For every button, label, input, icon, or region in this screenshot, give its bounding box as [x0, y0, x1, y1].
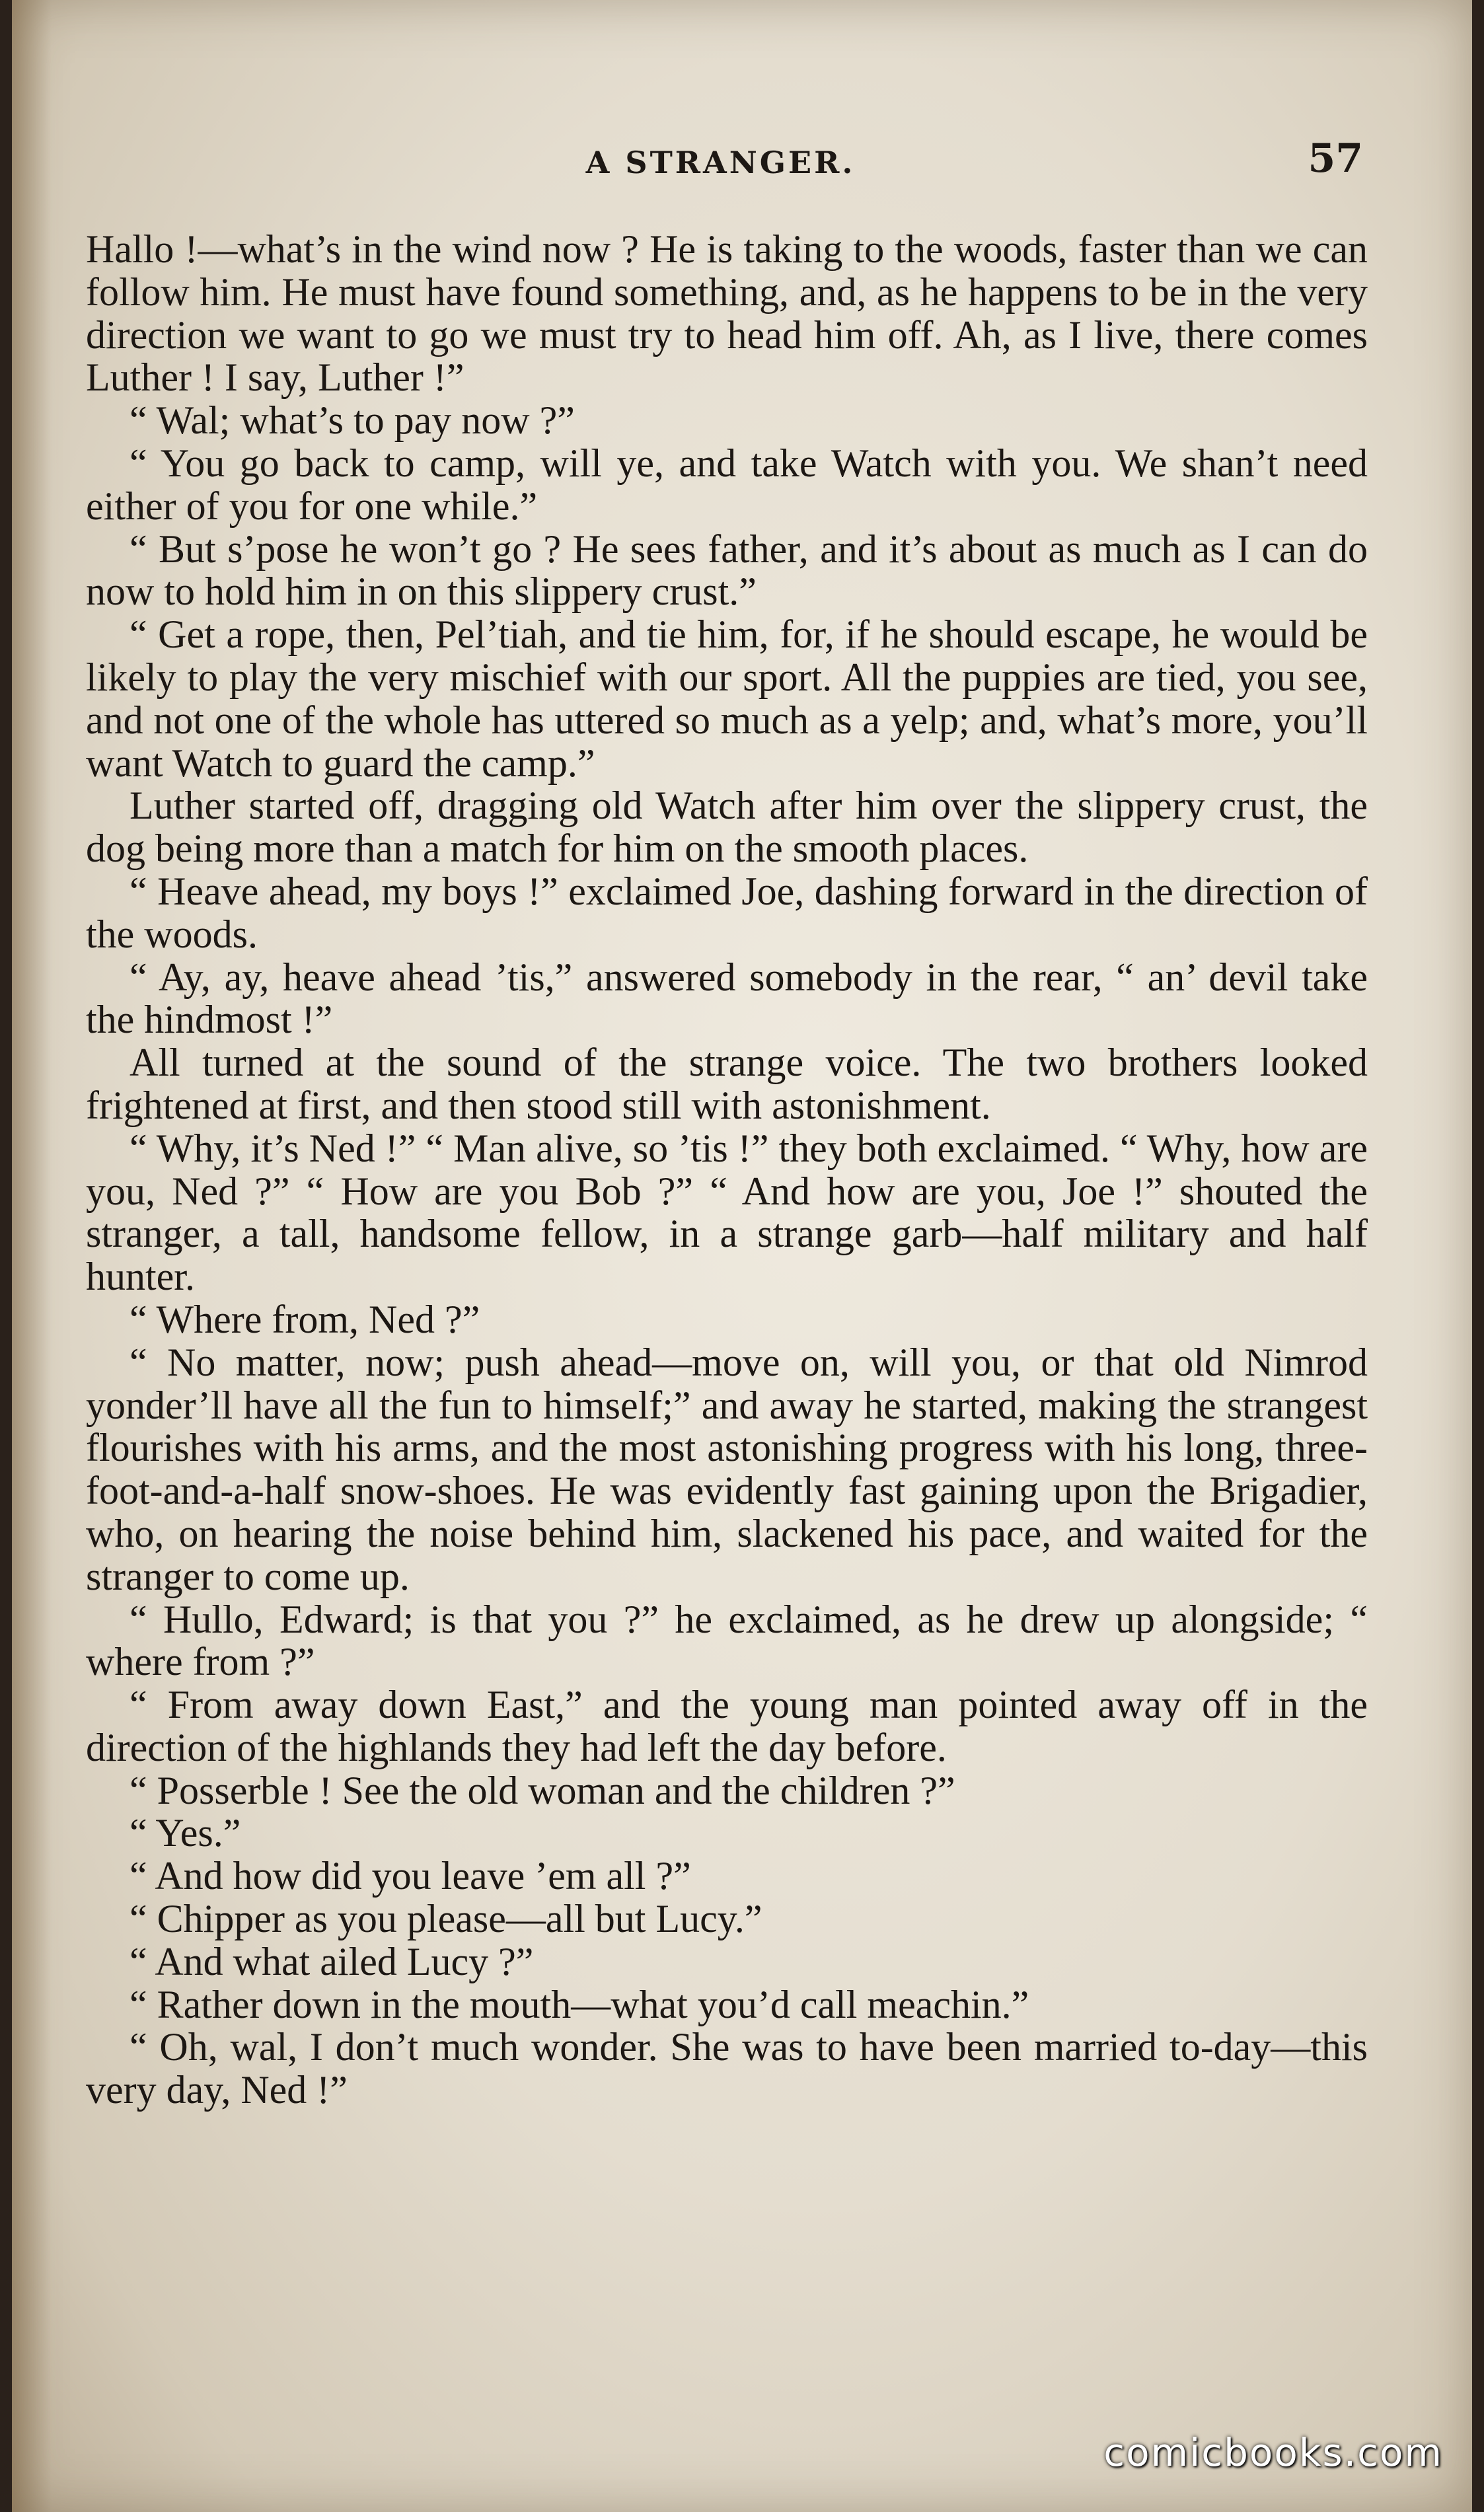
watermark: comicbooks.com — [1103, 2430, 1443, 2475]
paragraph: “ But s’pose he won’t go ? He sees father, and it’s about as much as I can do now to hold him in on this slippery crust.” — [86, 527, 1368, 614]
paragraph: “ Rather down in the mouth—what you’d call meachin.” — [130, 1982, 1029, 2026]
paragraph: Luther started off, dragging old Watch after him over the slippery crust, the dog being more than a match for him on the smooth places. — [86, 784, 1368, 871]
paragraph: “ Ay, ay, heave ahead ’tis,” answered somebody in the rear, “ an’ devil take the hindmost !” — [86, 955, 1368, 1042]
paragraph: “ Why, it’s Ned !” “ Man alive, so ’tis !” they both exclaimed. “ Why, how are you, Ned ?” “ How are you Bob ?” “ And how are you, Joe !” shouted the stranger, a tall, handsome fellow, in a strange garb—half military and half hunter. — [86, 1126, 1368, 1299]
page-header — [78, 135, 1363, 182]
paragraph: “ Heave ahead, my boys !” exclaimed Joe, dashing forward in the direction of the woods. — [86, 869, 1368, 956]
paragraph: “ Get a rope, then, Pel’tiah, and tie him, for, if he should escape, he would be likely to play the very mischief with our sport. All the puppies are tied, you see, and not one of the whole has uttered so much as a yelp; and, what’s more, you’ll want Watch to guard the camp.” — [86, 612, 1368, 785]
paragraph: “ From away down East,” and the young man pointed away off in the direction of the highlands they had left the day before. — [86, 1683, 1368, 1769]
paragraph: “ Yes.” — [130, 1811, 241, 1855]
paragraph: “ Chipper as you please—all but Lucy.” — [130, 1897, 762, 1941]
paragraph: “ And how did you leave ’em all ?” — [130, 1854, 691, 1898]
paragraph: All turned at the sound of the strange voice. The two brothers looked frightened at first, and then stood still with astonishment. — [86, 1041, 1368, 1127]
paragraph: “ Oh, wal, I don’t much wonder. She was to have been married to-day—this very day, Ned !” — [86, 2025, 1368, 2112]
running-title: A STRANGER. — [585, 145, 856, 180]
book-page — [12, 0, 1472, 2512]
paragraph: “ You go back to camp, will ye, and take Watch with you. We shan’t need either of you for one while.” — [86, 441, 1368, 528]
paragraph: “ Wal; what’s to pay now ?” — [130, 398, 575, 443]
paragraph: “ And what ailed Lucy ?” — [130, 1939, 534, 1983]
paragraph: “ Where from, Ned ?” — [130, 1297, 480, 1341]
paragraph: “ Posserble ! See the old woman and the children ?” — [130, 1768, 955, 1812]
paragraph: “ No matter, now; push ahead—move on, will you, or that old Nimrod yonder’ll have all the fun to himself;” and away he started, making the strangest flourishes with his arms, and the most astonishing progress with his long, three-foot-and-a-half snow-shoes. He was evidently fast gaining upon the Brigadier, who, on hearing the noise behind him, slackened his pace, and waited for the stranger to come up. — [86, 1340, 1368, 1598]
page-number: 57 — [1308, 135, 1363, 182]
body-text — [86, 228, 1368, 2112]
paragraph: Hallo !—what’s in the wind now ? He is taking to the woods, faster than we can follow him. He must have found something, and, as he happens to be in the very direction we want to go we must try to head him off. Ah, as I live, there comes Luther ! I say, Luther !” — [86, 227, 1368, 400]
paragraph: “ Hullo, Edward; is that you ?” he exclaimed, as he drew up alongside; “ where from ?” — [86, 1597, 1368, 1684]
